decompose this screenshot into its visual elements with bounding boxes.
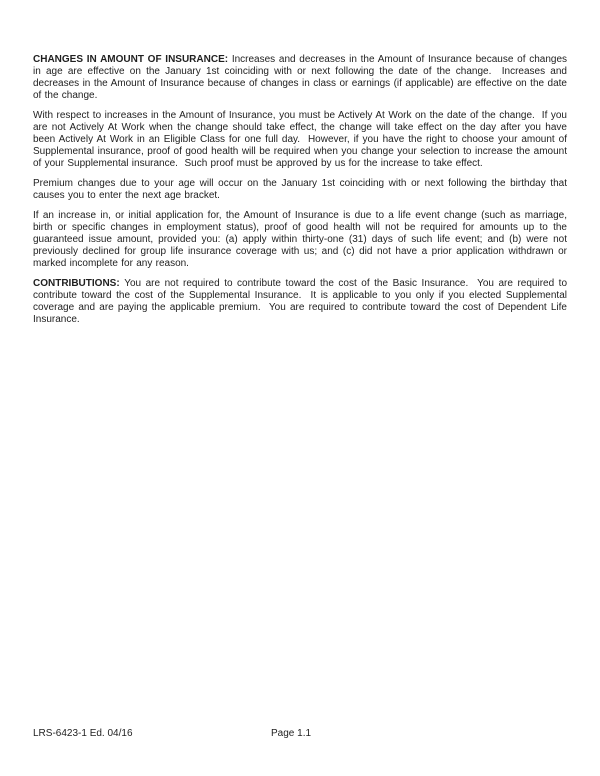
paragraph-text: You are not required to contribute toward the cost of the Basic Insurance. You are required to contribute toward the cost of the Supplemental Insurance. It is applicable to you only if you elected Supplemental coverage and are paying the applicable premium. You are required to contribute toward the cost of Dependent Life Insurance. <box>33 278 568 325</box>
paragraph-text: Increases and decreases in the Amount of Insurance because of changes in age are effective on the January 1st coinciding with or next following the date of the change. Increases and decreases in the Amount of Insurance because of changes in class or earnings (if applicable) are effective on the date of the change. <box>33 54 568 101</box>
paragraph-heading-contributions: CONTRIBUTIONS: <box>33 278 120 289</box>
paragraph-text: Premium changes due to your age will occur on the January 1st coinciding with or next following the birthday that causes you to enter the next age bracket. <box>33 178 567 201</box>
paragraph-heading-changes: CHANGES IN AMOUNT OF INSURANCE: <box>33 54 229 65</box>
paragraph-premium-changes <box>33 178 567 202</box>
paragraph-actively-at-work <box>33 110 567 170</box>
paragraph-contributions <box>33 278 567 326</box>
paragraph-life-event-change <box>33 210 567 270</box>
page-footer <box>33 728 567 740</box>
paragraph-text: With respect to increases in the Amount of Insurance, you must be Actively At Work on the date of the change. If you are not Actively At Work when the change should take effect, the change will take effect on the day after you have been Actively At Work in an Eligible Class for one full day. However, if you have the right to choose your amount of Supplemental insurance, proof of good health will be required when you change your selection to increase the amount of your Supplemental insurance. Such proof must be approved by us for the increase to take effect. <box>33 110 567 169</box>
form-number: LRS-6423-1 Ed. 04/16 <box>33 728 133 739</box>
paragraph-text: If an increase in, or initial application for, the Amount of Insurance is due to a life event change (such as marriage, birth or specific changes in employment status), proof of good health will not be required for amounts up to the guaranteed issue amount, provided you: (a) apply within thirty-one (31) days of such life event; and (b) were not previously declined for group life insurance coverage with us; and (c) did not have a prior application withdrawn or marked incomplete for any reason. <box>33 210 567 269</box>
document-body <box>33 54 567 334</box>
page-number: Page 1.1 <box>271 728 312 739</box>
paragraph-changes-in-amount-of-insurance <box>33 54 567 102</box>
